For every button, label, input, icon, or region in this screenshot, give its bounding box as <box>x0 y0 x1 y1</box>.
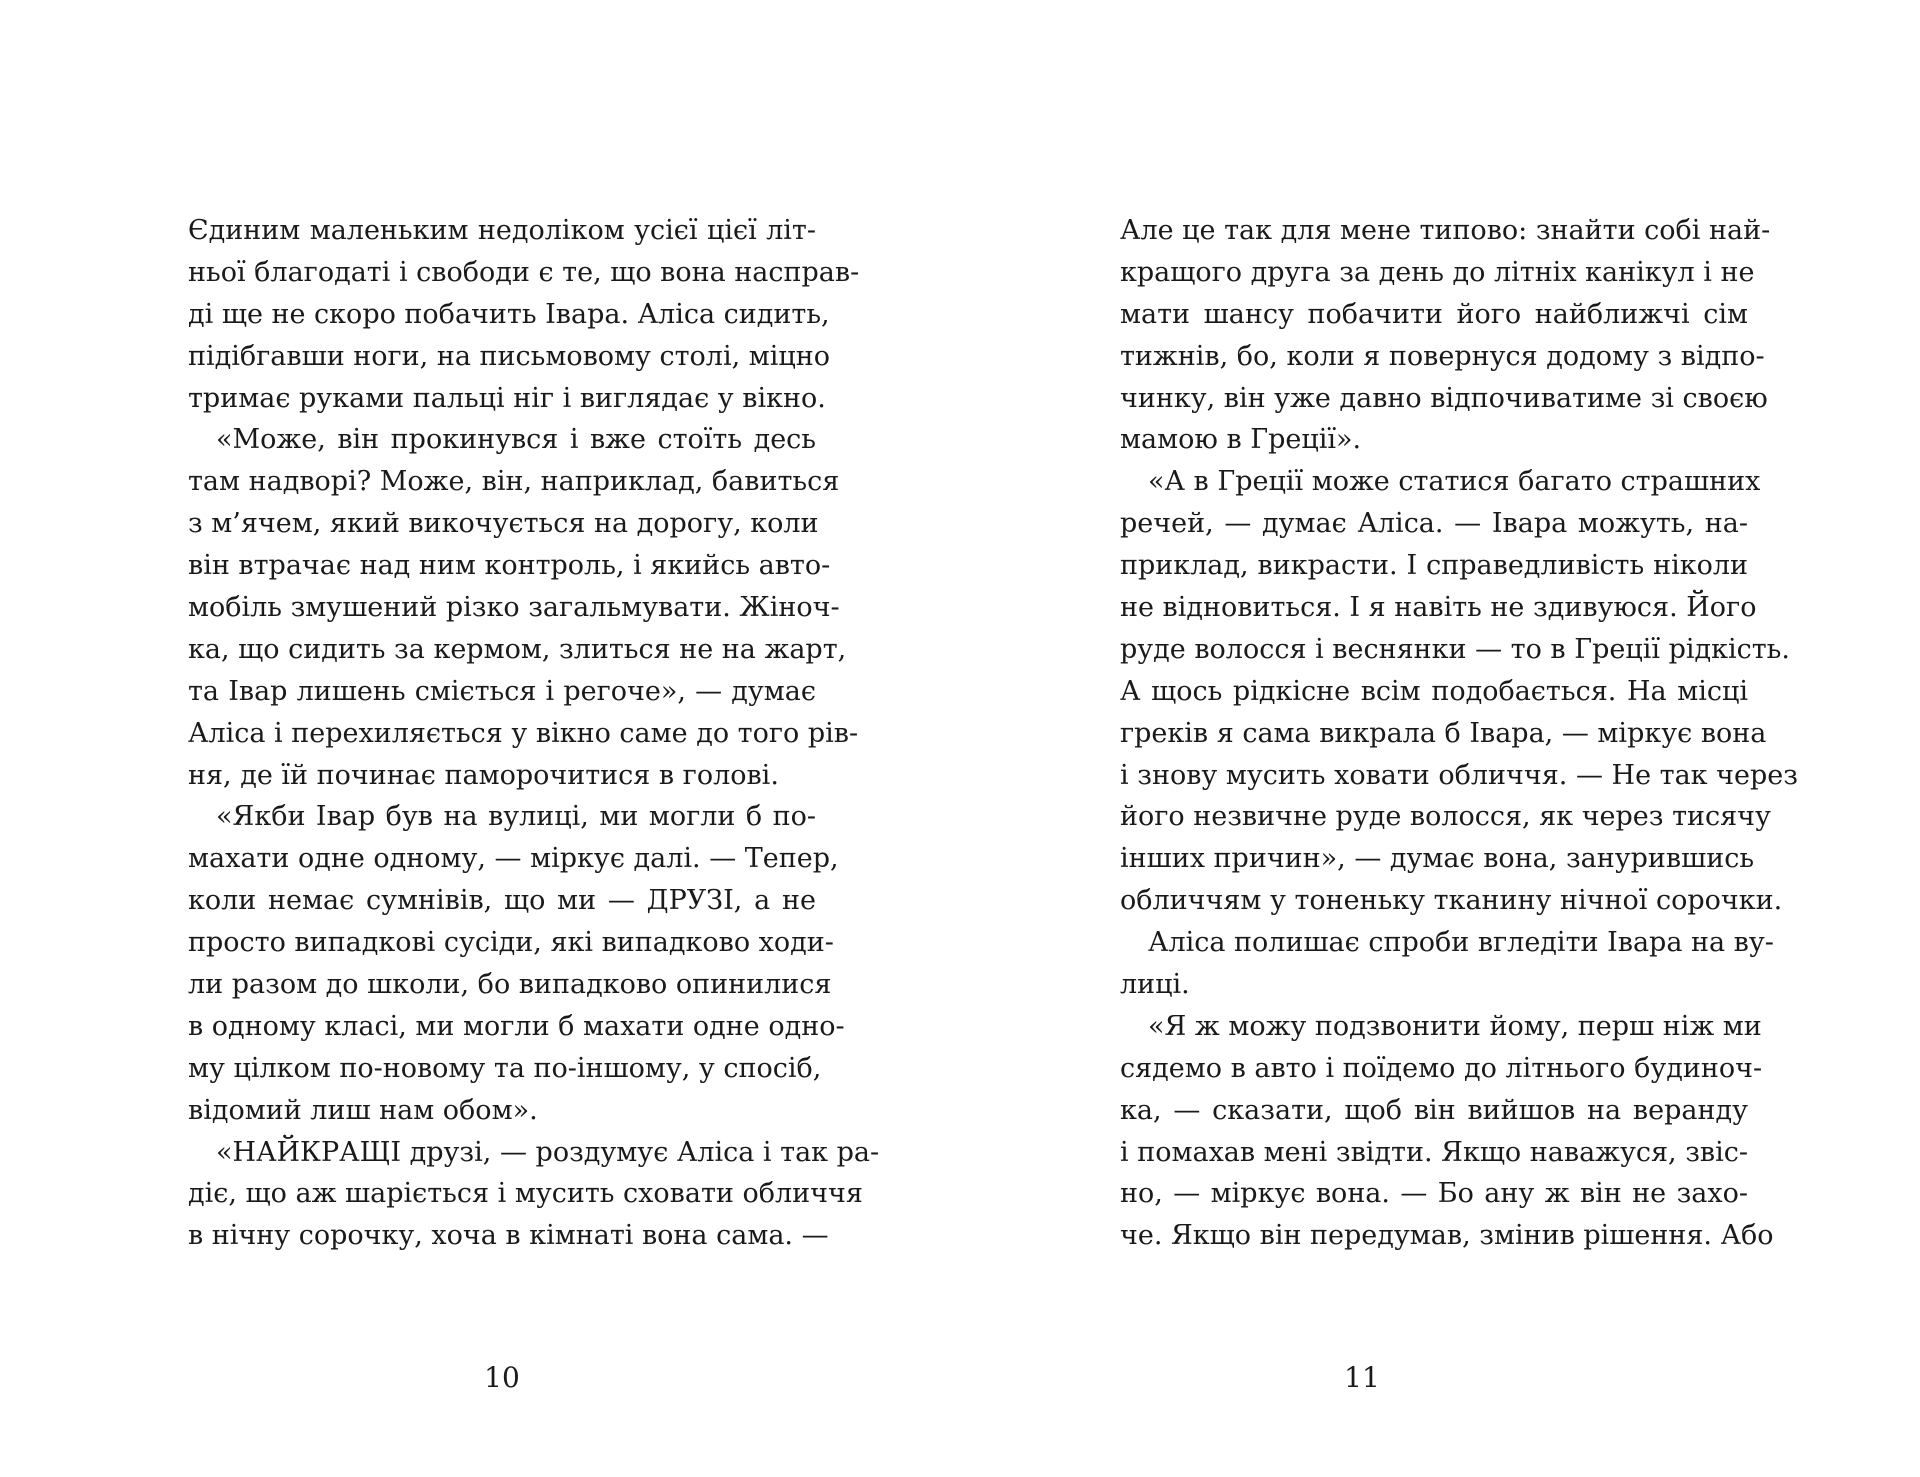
text-line: мати шансу побачити його найближчі сім <box>1120 298 1748 330</box>
text-line: і помахав мені звідти. Якщо наважуся, звіс- <box>1120 1136 1749 1168</box>
text-line: сядемо в авто і поїдемо до літнього будиноч- <box>1120 1052 1763 1084</box>
text-line: Єдиним маленьким недоліком усієї цієї літ- <box>188 215 816 246</box>
text-line: мобіль змушений різко загальмувати. Жіноч- <box>188 592 840 624</box>
text-line: А щось рідкісне всім подобається. На місці <box>1120 675 1748 707</box>
text-line: тримає руками пальці ніг і виглядає у вікно. <box>188 382 826 414</box>
text-line: він втрачає над ним контроль, і якийсь авто- <box>188 550 831 582</box>
text-line: «Якби Івар був на вулиці, ми могли б по- <box>216 801 816 833</box>
text-line: руде волосся і веснянки — то в Греції рідкість. <box>1120 633 1790 665</box>
text-line: «Може, він прокинувся і вже стоїть десь <box>216 424 816 456</box>
text-line: ня, де їй починає паморочитися в голові. <box>188 759 779 791</box>
text-line: греків я сама викрала б Івара, — міркує вона <box>1120 717 1767 749</box>
text-line: діє, що аж шаріється і мусить сховати обличчя <box>188 1178 863 1210</box>
text-line: та Івар лишень сміється і регоче», — думає <box>188 675 816 707</box>
text-line: обличчям у тоненьку тканину нічної сорочки. <box>1120 885 1783 917</box>
left-page-number: 10 <box>484 1361 520 1394</box>
text-line: махати одне одному, — міркує далі. — Тепер, <box>188 843 839 875</box>
text-line: че. Якщо він передумав, змінив рішення. Або <box>1120 1220 1774 1252</box>
text-line: лиці. <box>1120 969 1190 1001</box>
text-line: ка, що сидить за кермом, злиться не на жарт, <box>188 633 847 665</box>
text-line: но, — міркує вона. — Бо ану ж він не захо- <box>1120 1178 1748 1210</box>
text-line: з м’ячем, який викочується на дорогу, коли <box>188 508 819 540</box>
text-line: «Я ж можу подзвонити йому, перш ніж ми <box>1148 1010 1762 1042</box>
text-line: Аліса і перехиляється у вікно саме до того рів- <box>188 717 859 749</box>
text-line: приклад, викрасти. І справедливість ніколи <box>1120 550 1748 582</box>
text-line: в одному класі, ми могли б махати одне одно- <box>188 1010 845 1042</box>
text-line: підібгавши ноги, на письмовому столі, міцно <box>188 340 831 372</box>
right-page-text <box>1120 210 1798 1257</box>
text-line: коли немає сумнівів, що ми — ДРУЗІ, а не <box>188 885 816 917</box>
text-line: тижнів, бо, коли я повернуся додому з відпо- <box>1120 340 1765 372</box>
text-line: просто випадкові сусіди, які випадково ходи- <box>188 927 834 959</box>
text-line: мамою в Греції». <box>1120 424 1362 456</box>
text-line: ли разом до школи, бо випадково опинилися <box>188 969 832 1001</box>
text-line: «А в Греції може статися багато страшних <box>1148 466 1761 498</box>
text-line: кращого друга за день до літніх канікул і не <box>1120 256 1755 288</box>
text-line: «НАЙКРАЩІ друзі, — роздумує Аліса і так ра- <box>216 1136 880 1168</box>
text-line: му цілком по-новому та по-іншому, у спосіб, <box>188 1052 822 1084</box>
text-line: його незвичне руде волосся, як через тисячу <box>1120 801 1771 833</box>
text-line: інших причин», — думає вона, занурившись <box>1120 843 1755 875</box>
left-page-text <box>188 210 880 1257</box>
text-line: ка, — сказати, щоб він вийшов на веранду <box>1120 1094 1748 1126</box>
right-page <box>960 0 1920 1477</box>
text-line: відомий лиш нам обом». <box>188 1094 538 1126</box>
text-line: не відновиться. І я навіть не здивуюся. Його <box>1120 592 1757 624</box>
text-line: і знову мусить ховати обличчя. — Не так через <box>1120 759 1798 791</box>
text-line: там надворі? Може, він, наприклад, бавиться <box>188 466 840 498</box>
text-line: Аліса полишає спроби вгледіти Івара на ву- <box>1148 927 1774 959</box>
text-line: ді ще не скоро побачить Івара. Аліса сидить, <box>188 298 830 330</box>
text-line: Але це так для мене типово: знайти собі най- <box>1120 215 1771 246</box>
text-line: речей, — думає Аліса. — Івара можуть, на- <box>1120 508 1748 540</box>
right-page-number: 11 <box>1344 1361 1380 1394</box>
text-line: ньої благодаті і свободи є те, що вона насправ- <box>188 256 860 288</box>
text-line: чинку, він уже давно відпочиватиме зі своєю <box>1120 382 1768 414</box>
text-line: в нічну сорочку, хоча в кімнаті вона сама. — <box>188 1220 829 1252</box>
